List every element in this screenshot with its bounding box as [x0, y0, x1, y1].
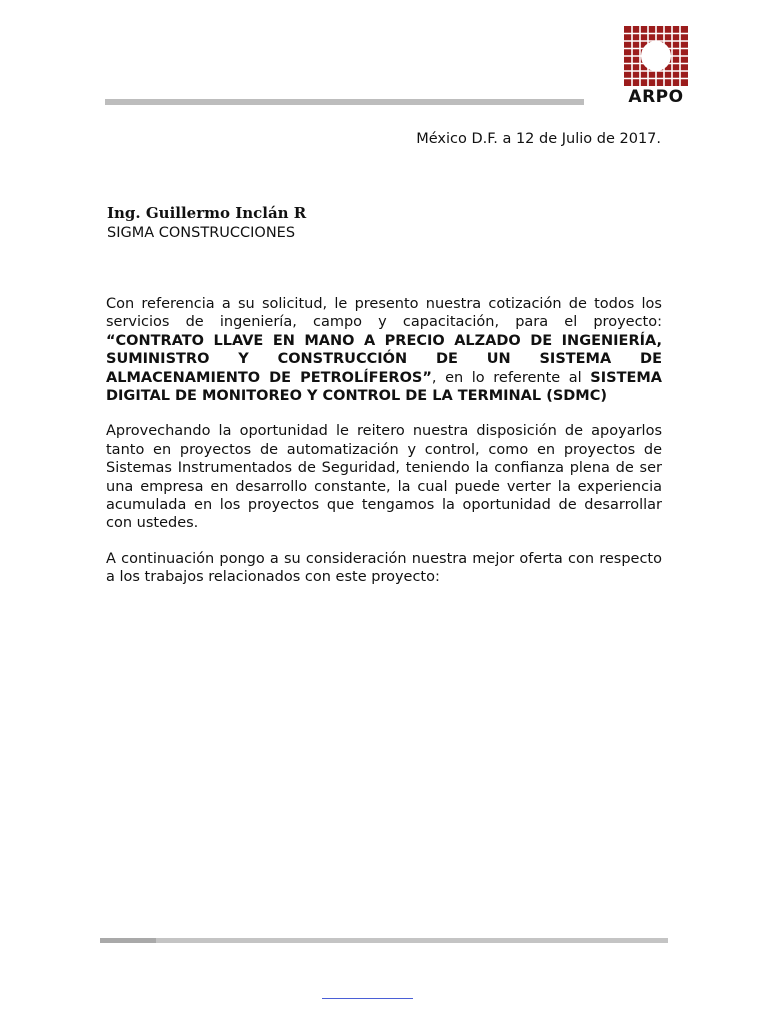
footer-link-underline[interactable] [322, 998, 413, 999]
paragraph-opportunity: Aprovechando la oportunidad le reitero nuestra disposición de apoyarlos tanto en proyectos de automatización y control, como en proyectos de Sistemas Instrumentados de Seguridad, teniendo la confianza plena de ser una empresa en desarrollo constante, la cual puede verter la experiencia acumulada en los proyectos que tengamos la oportunidad de desarrollar con ustedes. [106, 423, 662, 532]
company-logo [624, 26, 688, 106]
project-title: “CONTRATO LLAVE EN MANO A PRECIO ALZADO DE INGENIERÍA, SUMINISTRO Y CONSTRUCCIÓN DE UN SISTEMA DE ALMACENAMIENTO DE PETROLÍFEROS” [106, 332, 662, 386]
system-title: SISTEMA DIGITAL DE MONITOREO Y CONTROL DE LA TERMINAL (SDMC) [106, 369, 663, 405]
header-rule [105, 99, 584, 105]
logo-wordmark: ARPO [628, 87, 684, 107]
logo-mark-icon [624, 26, 688, 86]
recipient-company: SIGMA CONSTRUCCIONES [107, 225, 296, 241]
footer-rule [100, 938, 668, 943]
paragraph-reference [106, 295, 662, 405]
paragraph-reference-intro: Con referencia a su solicitud, le presento nuestra cotización de todos los servicios de ingeniería, campo y capacitación, para el proyecto: [106, 296, 662, 331]
paragraph-reference-middle: , en lo referente al [431, 369, 591, 386]
recipient-name: Ing. Guillermo Inclán R [107, 204, 307, 222]
recipient-block [107, 203, 306, 243]
footer-rule-accent [100, 938, 156, 943]
date-line: México D.F. a 12 de Julio de 2017. [416, 131, 661, 147]
paragraph-offer: A continuación pongo a su consideración nuestra mejor oferta con respecto a los trabajos relacionados con este proyecto: [106, 550, 662, 586]
letter-body [106, 295, 662, 604]
